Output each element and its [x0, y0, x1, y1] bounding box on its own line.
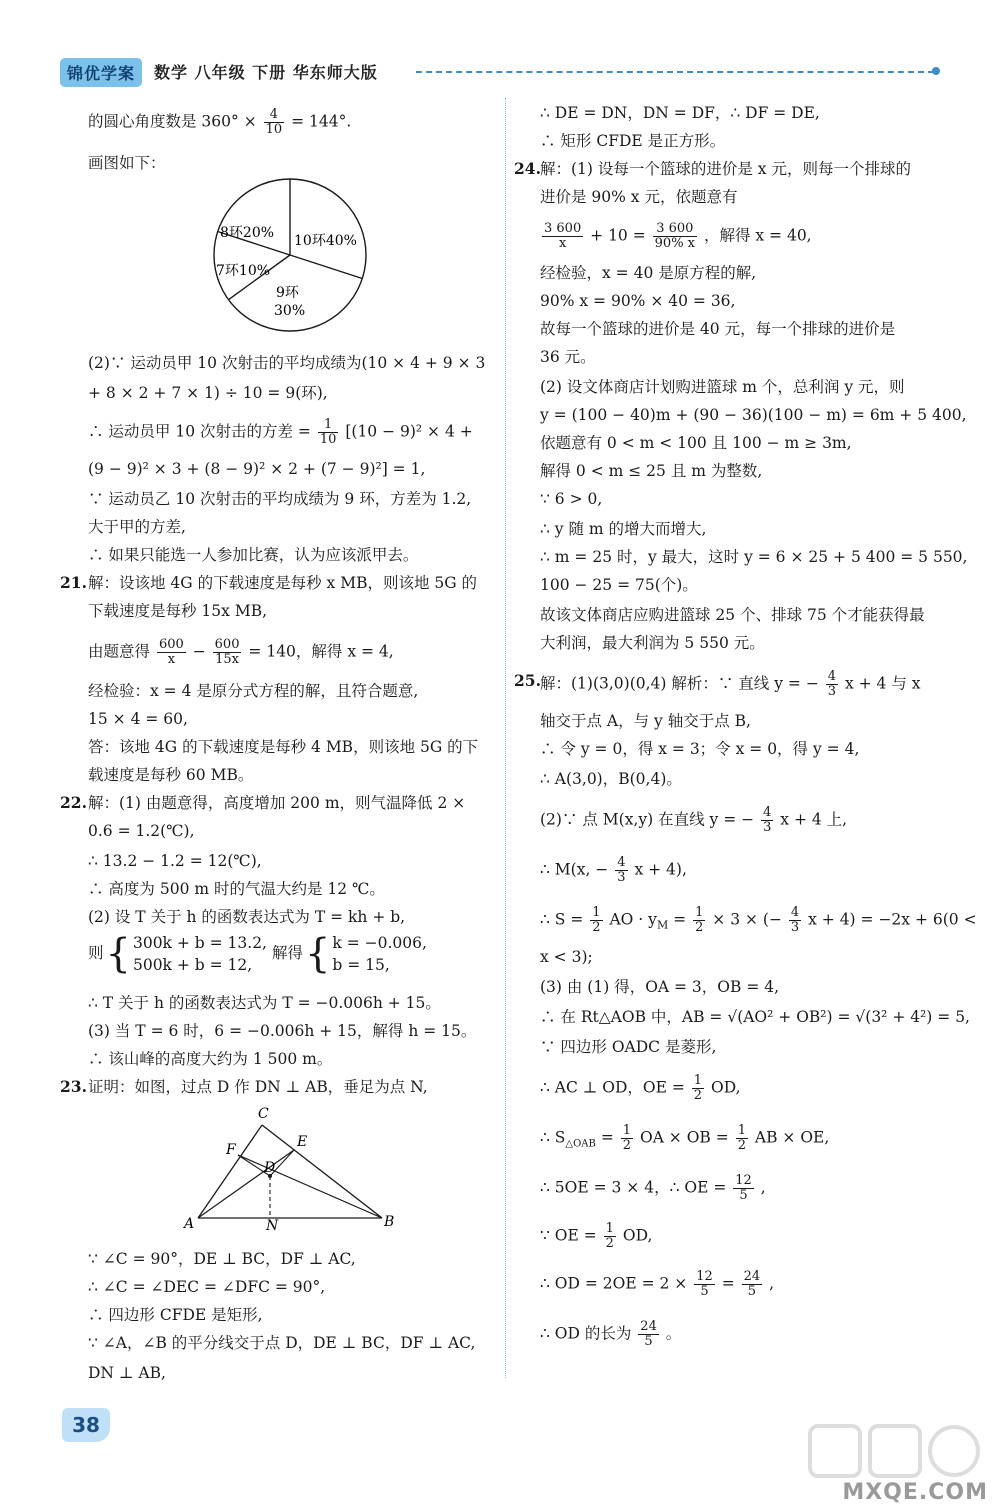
- fraction: $\frac{1}{2}$: [737, 1123, 746, 1153]
- pie-chart: [210, 175, 370, 335]
- text-line: ∴ OD 的长为 $\frac{24}{5}$ 。: [540, 1319, 682, 1349]
- fraction: $\frac{1}{2}$: [693, 1073, 703, 1103]
- point-label-F: F: [226, 1142, 236, 1158]
- point-label-A: A: [184, 1216, 195, 1230]
- fraction: $\frac{3 600}{x}$: [544, 221, 582, 251]
- header-dotted-rule: [416, 71, 934, 73]
- text-line: ∴ S = $\frac{1}{2}$ AO · $y_M$ = $\frac{1}{2}$ × 3 × (− $\frac{4}{3}$ x + 4) = −2x + 6(0 <: [540, 905, 977, 935]
- text-line: (3) 由 (1) 得，OA = 3，OB = 4,: [540, 978, 780, 996]
- text-line: 证明：如图，过点 D 作 DN ⊥ AB，垂足为点 N,: [88, 1078, 428, 1096]
- question-number: 22.: [60, 793, 87, 812]
- equation-system: 则{ 300k + b = 13.2, 500k + b = 12, 解得{ k = −0.006, b = 15,: [88, 931, 427, 977]
- fraction: $\frac{4}{10}$: [265, 107, 283, 137]
- text-line: ∴ m = 25 时，y 最大，这时 y = 6 × 25 + 5 400 = 5 550,: [540, 548, 968, 566]
- text-line: ∴ 矩形 CFDE 是正方形。: [540, 132, 726, 150]
- text-line: 100 − 25 = 75(个)。: [540, 576, 698, 594]
- text-line: (2) 设文体商店计划购进篮球 m 个，总利润 y 元，则: [540, 378, 905, 396]
- text-line: 故每一个篮球的进价是 40 元，每一个排球的进价是: [540, 320, 896, 338]
- text-line: ∴ AC ⊥ OD，OE = $\frac{1}{2}$ OD,: [540, 1073, 741, 1103]
- text-line: ∵ ∠C = 90°，DE ⊥ BC，DF ⊥ AC,: [88, 1250, 356, 1268]
- watermark-text: MXQE.COM: [842, 1480, 988, 1505]
- point-label-E: E: [297, 1134, 308, 1150]
- text-line: ∴ $S_{\triangle OAB}$ = $\frac{1}{2}$ OA × OB = $\frac{1}{2}$ AB × OE,: [540, 1123, 830, 1153]
- text-line: ∵ 6 > 0,: [540, 490, 603, 508]
- text-line: 依题意有 0 < m < 100 且 100 − m ≥ 3m,: [540, 434, 852, 452]
- text-line: 解：(1)(3,0)(0,4) 解析：∵ 直线 y = − $\frac{4}{3}$ x + 4 与 x: [540, 669, 921, 699]
- pie-label-7: 7环10%: [216, 263, 271, 279]
- text-line: ∵ OE = $\frac{1}{2}$ OD,: [540, 1221, 653, 1251]
- text-line: 经检验：x = 4 是原分式方程的解，且符合题意,: [88, 682, 419, 700]
- header-title: 数学 八年级 下册 华东师大版: [154, 63, 378, 82]
- triangle-figure: [180, 1100, 410, 1230]
- text-line: ∴ 5OE = 3 × 4，∴ OE = $\frac{12}{5}$ ,: [540, 1173, 766, 1203]
- text-line: 故该文体商店应购进篮球 25 个、排球 75 个才能获得最: [540, 606, 925, 624]
- text-line: 经检验，x = 40 是原方程的解,: [540, 264, 757, 282]
- text-line: 的圆心角度数是 360° × $\frac{4}{10}$ = 144°.: [88, 107, 352, 137]
- fraction: $\frac{24}{5}$: [640, 1319, 657, 1349]
- text-line: (2) 设 T 关于 h 的函数表达式为 T = kh + b,: [88, 908, 406, 926]
- text-line: 答：该地 4G 的下载速度是每秒 4 MB，则该地 5G 的下: [88, 738, 479, 756]
- fraction: $\frac{12}{5}$: [696, 1269, 713, 1299]
- text-line: $\frac{3 600}{x}$ + 10 = $\frac{3 600}{90\% x}$ ，解得 x = 40,: [544, 221, 812, 251]
- text-line: 解：设该地 4G 的下载速度是每秒 x MB，则该地 5G 的: [88, 574, 478, 592]
- fraction: $\frac{12}{5}$: [735, 1173, 752, 1203]
- fraction: $\frac{1}{2}$: [592, 905, 601, 935]
- text-line: ∴ T 关于 h 的函数表达式为 T = −0.006h + 15。: [88, 994, 441, 1012]
- text-line: 0.6 = 1.2(℃),: [88, 822, 195, 840]
- point-label-C: C: [258, 1106, 269, 1122]
- text-line: ∴ DE = DN，DN = DF，∴ DF = DE,: [540, 104, 820, 122]
- pie-label-10: 10环40%: [294, 233, 357, 249]
- text-line: ∵ 四边形 OADC 是菱形,: [540, 1038, 717, 1056]
- text-line: 解得 0 < m ≤ 25 且 m 为整数,: [540, 462, 763, 480]
- page-number: 38: [62, 1408, 110, 1442]
- text-line: (3) 当 T = 6 时，6 = −0.006h + 15，解得 h = 15。: [88, 1022, 477, 1040]
- fraction: $\frac{4}{3}$: [617, 855, 626, 885]
- fraction: $\frac{600}{x}$: [158, 637, 184, 667]
- point-label-N: N: [266, 1218, 279, 1230]
- fraction: $\frac{1}{2}$: [695, 905, 704, 935]
- text-line: ∴ 四边形 CFDE 是矩形,: [88, 1306, 263, 1324]
- text-line: ∴ A(3,0)，B(0,4)。: [540, 770, 682, 788]
- text-line: 轴交于点 A，与 y 轴交于点 B,: [540, 712, 751, 730]
- text-line: 载速度是每秒 60 MB。: [88, 766, 254, 784]
- text-line: ∴ 令 y = 0，得 x = 3；令 x = 0，得 y = 4,: [540, 740, 860, 758]
- pie-label-9-pct: 30%: [274, 303, 306, 319]
- text-line: (9 − 9)² × 3 + (8 − 9)² × 2 + (7 − 9)²] = 1,: [88, 460, 426, 478]
- pie-label-8: 8环20%: [220, 225, 275, 241]
- brand-logo: 锦优学案: [60, 58, 142, 87]
- text-line: ∴ 该山峰的高度大约为 1 500 m。: [88, 1050, 333, 1068]
- text-line: y = (100 − 40)m + (90 − 36)(100 − m) = 6m + 5 400,: [540, 406, 967, 424]
- page-header: [60, 58, 940, 86]
- text-line: ∵ 运动员乙 10 次射击的平均成绩为 9 环，方差为 1.2,: [88, 490, 472, 508]
- text-line: (2)∵ 运动员甲 10 次射击的平均成绩为(10 × 4 + 9 × 3: [88, 354, 486, 372]
- text-line: ∴ 运动员甲 10 次射击的方差 = $\frac{1}{10}$ [(10 − 9)² × 4 +: [88, 417, 473, 447]
- text-line: 进价是 90% x 元，依题意有: [540, 188, 738, 206]
- fraction: $\frac{3 600}{90\% x}$: [654, 221, 696, 251]
- text-line: DN ⊥ AB,: [88, 1364, 166, 1382]
- text-line: 15 × 4 = 60,: [88, 710, 188, 728]
- fraction: $\frac{600}{15x}$: [214, 637, 240, 667]
- text-line: 大利润，最大利润为 5 550 元。: [540, 634, 765, 652]
- text-line: ∴ 13.2 − 1.2 = 12(℃),: [88, 852, 262, 870]
- column-divider: [505, 98, 506, 1378]
- pie-sector-line: [290, 255, 362, 279]
- text-line: ∴ 高度为 500 m 时的气温大约是 12 ℃。: [88, 880, 385, 898]
- fraction: $\frac{1}{2}$: [605, 1221, 614, 1251]
- question-number: 25.: [514, 671, 541, 690]
- question-number: 23.: [60, 1077, 87, 1096]
- text-line: 解：(1) 由题意得，高度增加 200 m，则气温降低 2 ×: [88, 794, 466, 812]
- question-number: 24.: [514, 159, 541, 178]
- text-line: ∴ 如果只能选一人参加比赛，认为应该派甲去。: [88, 546, 419, 564]
- fraction: $\frac{4}{3}$: [790, 905, 800, 935]
- fraction: $\frac{4}{3}$: [827, 669, 837, 699]
- pie-label-9: 9环: [276, 285, 299, 301]
- text-line: 大于甲的方差,: [88, 518, 186, 536]
- fraction: $\frac{1}{2}$: [622, 1123, 632, 1153]
- text-line: ∴ ∠C = ∠DEC = ∠DFC = 90°,: [88, 1278, 326, 1296]
- question-number: 21.: [60, 573, 87, 592]
- text-line: ∵ ∠A，∠B 的平分线交于点 D，DE ⊥ BC，DF ⊥ AC,: [88, 1334, 476, 1352]
- text-line: (2)∵ 点 M(x,y) 在直线 y = − $\frac{4}{3}$ x + 4 上,: [540, 805, 848, 835]
- text-line: ∴ M(x, − $\frac{4}{3}$ x + 4),: [540, 855, 687, 885]
- text-line: + 8 × 2 + 7 × 1) ÷ 10 = 9(环),: [88, 384, 328, 402]
- text-line: ∴ 在 Rt△AOB 中，AB = √(AO² + OB²) = √(3² + 4²) = 5,: [540, 1008, 970, 1026]
- text-line: x < 3);: [540, 948, 593, 966]
- header-rule-end-dot: [932, 67, 940, 75]
- text-line: 90% x = 90% × 40 = 36,: [540, 292, 736, 310]
- fraction: $\frac{4}{3}$: [763, 805, 772, 835]
- point-label-D: D: [264, 1160, 276, 1176]
- text-line: 由题意得 $\frac{600}{x}$ − $\frac{600}{15x}$ = 140，解得 x = 4,: [88, 637, 394, 667]
- text-line: ∴ y 随 m 的增大而增大,: [540, 520, 707, 538]
- fraction: $\frac{1}{10}$: [319, 417, 337, 447]
- text-line: 画图如下：: [88, 154, 166, 172]
- text-line: 解：(1) 设每一个篮球的进价是 x 元，则每一个排球的: [540, 160, 911, 178]
- fraction: $\frac{24}{5}$: [743, 1269, 761, 1299]
- text-line: 36 元。: [540, 348, 596, 366]
- text-line: ∴ OD = 2OE = 2 × $\frac{12}{5}$ = $\frac{24}{5}$ ,: [540, 1269, 775, 1299]
- point-label-B: B: [384, 1214, 395, 1230]
- text-line: 下载速度是每秒 15x MB,: [88, 602, 268, 620]
